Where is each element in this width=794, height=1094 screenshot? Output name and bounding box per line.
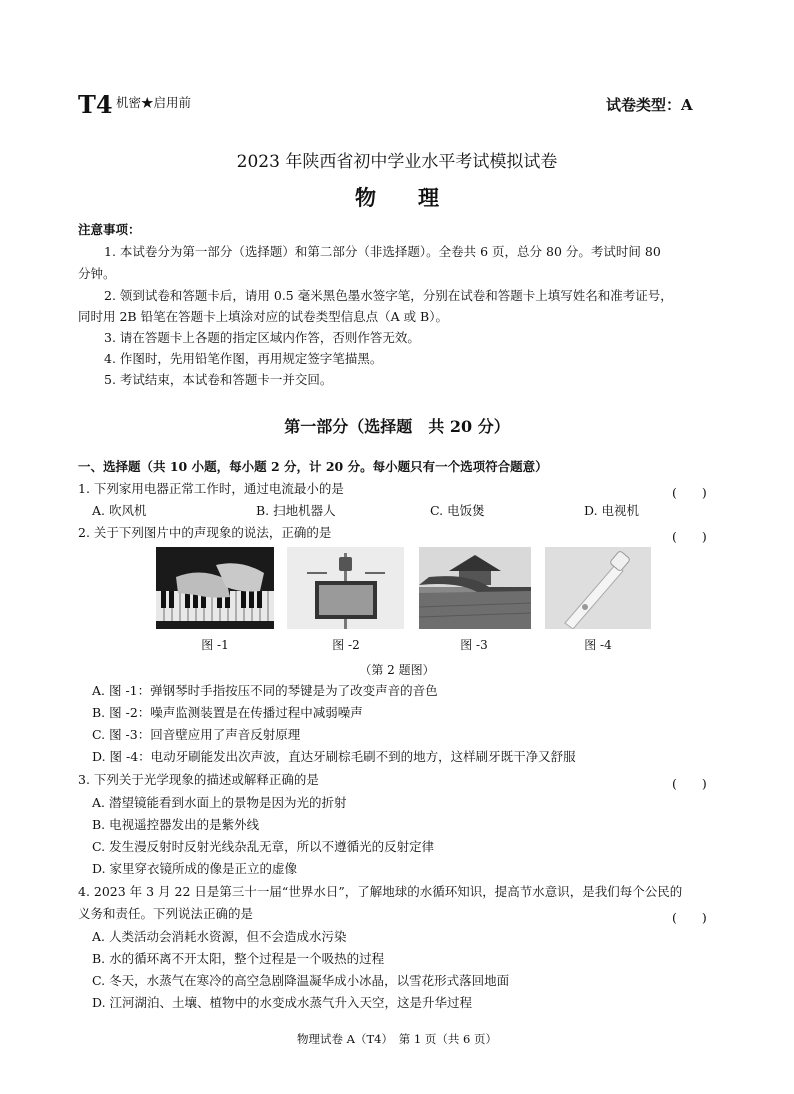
q3-option-b: B. 电视遥控器发出的是紫外线 [92,817,260,832]
q4-stem-line-2: 义务和责任。下列说法正确的是 [78,906,254,921]
q1-answer-paren: ( ) [672,485,707,500]
q4-answer-paren: ( ) [672,910,707,925]
q2-stem: 2. 关于下列图片中的声现象的说法，正确的是 [78,525,332,540]
q1-option-d: D. 电视机 [584,503,640,518]
note-2-line-2: 同时用 2B 铅笔在答题卡上填涂对应的试卷类型信息点（A 或 B）。 [78,309,448,324]
note-2-line-1: 2. 领到试卷和答题卡后，请用 0.5 毫米黑色墨水签字笔，分别在试卷和答题卡上填写姓名和准考证号， [104,288,673,303]
notes-heading: 注意事项： [78,222,141,237]
q3-stem: 3. 下列关于光学现象的描述或解释正确的是 [78,772,319,787]
q4-option-c: C. 冬天，水蒸气在寒冷的高空急剧降温凝华成小冰晶，以雪花形式落回地面 [92,973,510,988]
figure-1-caption: 图 -1 [201,638,229,652]
q4-option-b: B. 水的循环离不开太阳，整个过程是一个吸热的过程 [92,951,385,966]
figure-3-caption: 图 -3 [460,638,488,652]
q2-option-c: C. 图 -3：回音壁应用了声音反射原理 [92,727,301,742]
q2-option-b: B. 图 -2：噪声监测装置是在传播过程中减弱噪声 [92,705,363,720]
q1-stem: 1. 下列家用电器正常工作时，通过电流最小的是 [78,481,344,496]
section-1-heading: 一、选择题（共 10 小题，每小题 2 分，计 20 分。每小题只有一个选项符合题意） [78,459,548,474]
confidential-label: 机密★启用前 [116,95,192,110]
q2-option-a: A. 图 -1：弹钢琴时手指按压不同的琴键是为了改变声音的音色 [92,683,438,698]
q3-option-d: D. 家里穿衣镜所成的像是正立的虚像 [92,861,298,876]
figure-4-caption: 图 -4 [584,638,612,652]
q2-answer-paren: ( ) [672,529,707,544]
q3-answer-paren: ( ) [672,776,707,791]
exam-title: 2023 年陕西省初中学业水平考试模拟试卷 [236,152,558,172]
figure-1-piano-photo [156,547,274,629]
figure-2-caption: 图 -2 [332,638,360,652]
q3-option-a: A. 潜望镜能看到水面上的景物是因为光的折射 [92,795,347,810]
q2-option-d: D. 图 -4：电动牙刷能发出次声波，直达牙刷棕毛刷不到的地方，这样刷牙既干净又舒服 [92,749,576,764]
figure-3-echo-wall-photo [419,547,531,629]
subject-title: 物 理 [355,185,439,210]
note-3: 3. 请在答题卡上各题的指定区域内作答，否则作答无效。 [104,330,420,345]
note-5: 5. 考试结束，本试卷和答题卡一并交回。 [104,372,333,387]
q3-option-c: C. 发生漫反射时反射光线杂乱无章，所以不遵循光的反射定律 [92,839,435,854]
q1-option-b: B. 扫地机器人 [256,503,336,518]
part-1-title: 第一部分（选择题 共 20 分） [284,417,510,436]
q2-figure-caption: （第 2 题图） [359,663,435,677]
page-footer: 物理试卷 A（T4） 第 1 页（共 6 页） [297,1032,497,1046]
q1-option-c: C. 电饭煲 [430,503,485,518]
note-1-line-2: 分钟。 [78,266,116,281]
paper-type-label: 试卷类型：A [606,96,693,114]
note-1-line-1: 1. 本试卷分为第一部分（选择题）和第二部分（非选择题）。全卷共 6 页，总分 80 分。考试时间 80 [104,244,661,259]
q1-option-a: A. 吹风机 [92,503,147,518]
figure-4-toothbrush-photo [545,547,651,629]
q4-option-d: D. 江河湖泊、土壤、植物中的水变成水蒸气升入天空，这是升华过程 [92,995,473,1010]
note-4: 4. 作图时，先用铅笔作图，再用规定签字笔描黑。 [104,351,383,366]
paper-code: T4 [78,90,113,119]
q4-option-a: A. 人类活动会消耗水资源，但不会造成水污染 [92,929,347,944]
q4-stem-line-1: 4. 2023 年 3 月 22 日是第三十一届“世界水日”，了解地球的水循环知识，提高节水意识，是我们每个公民的 [78,884,683,899]
figure-2-noise-monitor-photo [287,547,404,629]
